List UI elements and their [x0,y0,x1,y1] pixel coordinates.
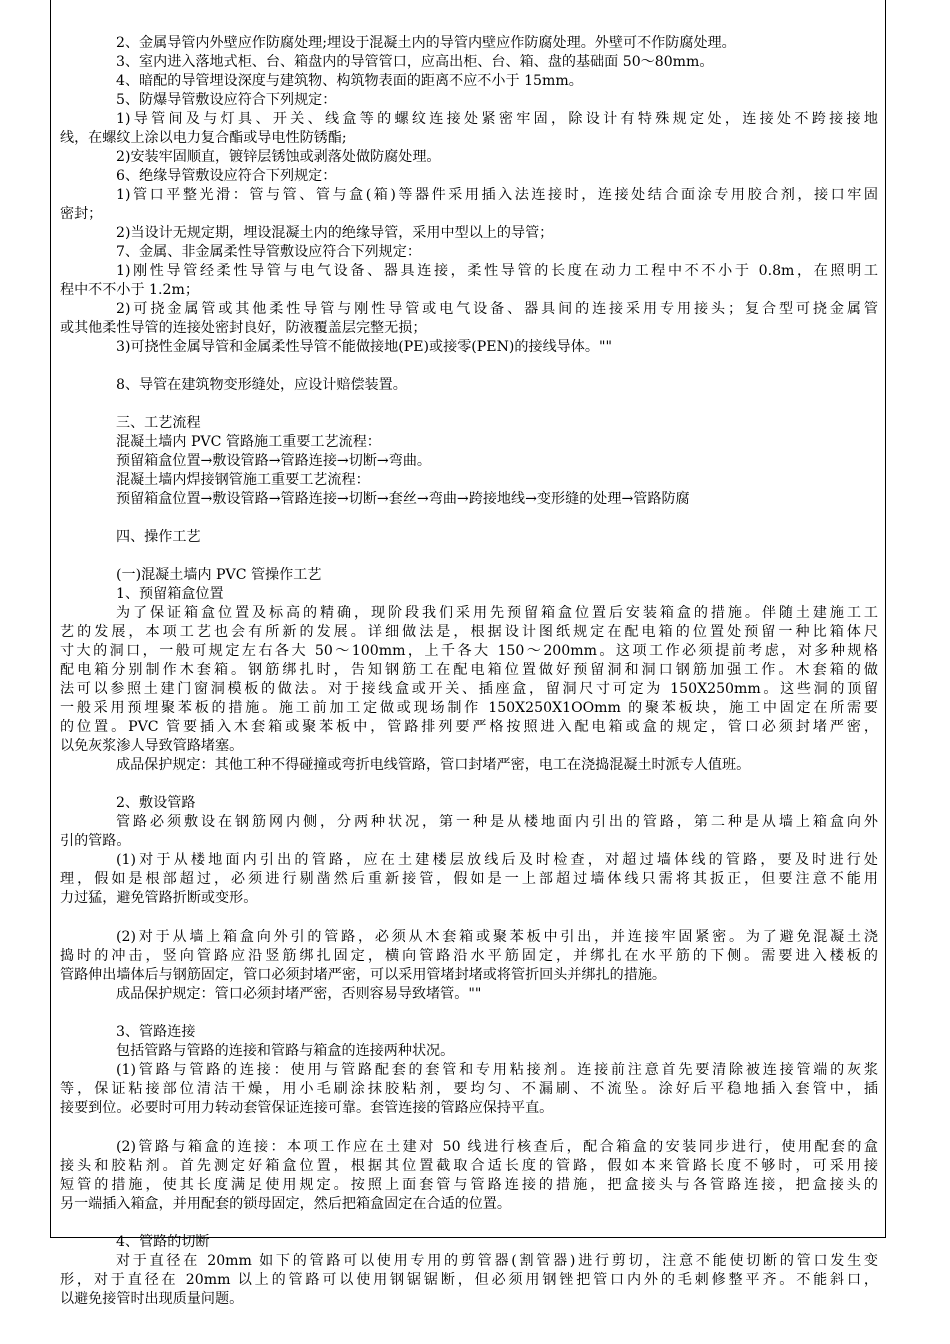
subsection-heading: 4、管路的切断 [116,1234,210,1250]
paragraph-line: (1)对于从楼地面内引出的管路，应在土建楼层放线后及时检查，对超过墙体线的管路，要及时进行处 [116,852,878,868]
paragraph-line: 形，对于直径在 20mm 以上的管路可以使用钢锯锯断，但必须用钢锉把管口内外的毛刺修整平齐。不能斜口， [60,1272,878,1288]
subsection-heading: 1、预留箱盒位置 [116,586,224,602]
paragraph-line: 寸大的洞口，一般可规定左右各大 50～100mm，上千各大 150～200mm。这项工作必须提前考虑，对多种规格 [60,643,878,659]
paragraph-line: 为了保证箱盒位置及标高的精确，现阶段我们采用先预留箱盒位置后安装箱盒的措施。伴随土建施工工 [116,605,878,621]
section-heading: 6、绝缘导管敷设应符合下列规定： [116,168,337,184]
paragraph-line: 配电箱分别制作木套箱。钢筋绑扎时，告知钢筋工在配电箱位置做好预留洞和洞口钢筋加强工作。木套箱的做 [60,662,878,678]
paragraph-line: (2)对于从墙上箱盒向外引的管路，必须从木套箱或聚苯板中引出，并连接牢固紧密。为了避免混凝土浇 [116,929,878,945]
paragraph-line: 密封； [60,206,103,222]
subsection-heading: (一)混凝土墙内 PVC 管操作工艺 [116,567,322,583]
paragraph-line: 2、金属导管内外壁应作防腐处理;埋设于混凝土内的导管内壁应作防腐处理。外壁可不作防腐处理。 [116,35,736,51]
paragraph-line: 一般采用预埋聚苯板的措施。施工前加工定做或现场制作 150X250X1OOmm 的聚苯板块，施工中固定在所需要 [60,700,878,716]
paragraph-line: 线，在螺纹上涂以电力复合酯或导电性防锈酯; [60,130,347,146]
paragraph-line: 成品保护规定：其他工种不得碰撞或弯折电线管路，管口封堵严密，电工在浇捣混凝土时派专人值班。 [116,757,751,773]
document-body [60,34,878,1309]
paragraph-line: 等，保证粘接部位清洁干燥，用小毛刷涂抹胶粘剂，要均匀、不漏刷、不流坠。涂好后平稳地插入套管中，插 [60,1081,878,1097]
paragraph-line: 1)管口平整光滑：管与管、管与盒(箱)等器件采用插入法连接时，连接处结合面涂专用胶合剂，接口牢固 [116,187,878,203]
paragraph-line: 的位置。PVC 管要插入木套箱或聚苯板中，管路排列要严格按照进入配电箱或盒的规定，管口必须封堵严密， [60,719,878,735]
section-heading: 三、工艺流程 [116,415,201,431]
paragraph-line: 另一端插入箱盒，并用配套的锁母固定，然后把箱盒固定在合适的位置。 [60,1196,511,1212]
paragraph-line: 力过猛，避免管路折断或变形。 [60,890,258,906]
subsection-heading: 3、管路连接 [116,1024,196,1040]
paragraph-line: 管路必须敷设在钢筋网内侧，分两种状况，第一种是从楼地面内引出的管路，第二种是从墙上箱盒向外 [116,814,878,830]
paragraph-line: 1)导管间及与灯具、开关、线盒等的螺纹连接处紧密牢固，除设计有特殊规定处，连接处不跨接接地 [116,111,878,127]
paragraph-line: 混凝土墙内 PVC 管路施工重要工艺流程： [116,434,381,450]
paragraph-line: 2)当设计无规定期，埋设混凝土内的绝缘导管，采用中型以上的导管； [116,225,554,241]
paragraph-line: 接头和胶粘剂。首先测定好箱盒位置，根据其位置截取合适长度的管路，假如本来管路长度不够时，可采用接 [60,1158,878,1174]
paragraph-line: (2)管路与箱盒的连接：本项工作应在土建对 50 线进行核查后，配合箱盒的安装同步进行，使用配套的盒 [116,1139,878,1155]
paragraph-line: 短管的措施，使其长度满足使用规定。按照上面套管与管路连接的措施，把盒接头与各管路连接，把盒接头的 [60,1177,878,1193]
paragraph-line: 8、导管在建筑物变形缝处，应设计赔偿装置。 [116,377,407,393]
paragraph-line: 管路伸出墙体后与钢筋固定，管口必须封堵严密，可以采用管堵封堵或将管折回头并绑扎的措施。 [60,967,667,983]
paragraph-line: 1)刚性导管经柔性导管与电气设备、器具连接，柔性导管的长度在动力工程中不不小于 0.8m，在照明工 [116,263,878,279]
subsection-heading: 2、敷设管路 [116,795,196,811]
paragraph-line: 包括管路与管路的连接和管路与箱盒的连接两种状况。 [116,1043,455,1059]
paragraph-line: 以避免接管时出现质量问题。 [60,1291,244,1307]
paragraph-line: 捣时的冲击，竖向管路应沿竖筋绑扎固定，横向管路沿水平筋固定，并绑扎在水平筋的下侧。需要进入楼板的 [60,948,878,964]
paragraph-line: 预留箱盒位置→敷设管路→管路连接→切断→套丝→弯曲→跨接地线→变形缝的处理→管路防腐 [116,491,690,507]
section-heading: 5、防爆导管敷设应符合下列规定： [116,92,337,108]
paragraph-line: 成品保护规定：管口必须封堵严密，否则容易导致堵管。"" [116,986,482,1002]
section-heading: 四、操作工艺 [116,529,201,545]
paragraph-line: 混凝土墙内焊接钢管施工重要工艺流程： [116,472,370,488]
paragraph-line: 接要到位。必要时可用力转动套管保证连接可靠。套管连接的管路应保持平直。 [60,1100,554,1116]
paragraph-line: 程中不不小于 1.2m； [60,282,199,298]
paragraph-line: 以免灰浆渗人导致管路堵塞。 [60,738,244,754]
paragraph-line: 引的管路。 [60,833,131,849]
paragraph-line: 预留箱盒位置→敷设管路→管路连接→切断→弯曲。 [116,453,432,469]
paragraph-line: 理，假如是根部超过，必须进行剔凿然后重新接管，假如是一上部超过墙体线只需将其扳正，但要注意不能用 [60,871,878,887]
paragraph-line: 3)可挠性金属导管和金属柔性导管不能做接地(PE)或接零(PEN)的接线导体。"" [116,339,612,355]
paragraph-line: 对于直径在 20mm 如下的管路可以使用专用的剪管器(割管器)进行剪切，注意不能使切断的管口发生变 [116,1253,878,1269]
paragraph-line: (1)管路与管路的连接：使用与管路配套的套管和专用粘接剂。连接前注意首先要清除被连接管端的灰浆 [116,1062,878,1078]
section-heading: 7、金属、非金属柔性导管敷设应符合下列规定： [116,244,421,260]
paragraph-line: 或其他柔性导管的连接处密封良好，防液覆盖层完整无损； [60,320,427,336]
paragraph-line: 4、暗配的导管埋设深度与建筑物、构筑物表面的距离不应不小于 15mm。 [116,73,583,89]
paragraph-line: 3、室内进入落地式柜、台、箱盘内的导管管口，应高出柜、台、箱、盘的基础面 50～80mm。 [116,54,714,70]
paragraph-line: 艺的发展，本项工艺也会有所新的发展。详细做法是，根据设计图纸规定在配电箱的位置处预留一种比箱体尺 [60,624,878,640]
paragraph-line: 2)可挠金属管或其他柔性导管与刚性导管或电气设备、器具间的连接采用专用接头；复合型可挠金属管 [116,301,878,317]
paragraph-line: 法可以参照土建门窗洞模板的做法。对于接线盒或开关、插座盒，留洞尺寸可定为 150X250mm。这些洞的顶留 [60,681,878,697]
paragraph-line: 2)安装牢固顺直，镀锌层锈蚀或剥落处做防腐处理。 [116,149,441,165]
